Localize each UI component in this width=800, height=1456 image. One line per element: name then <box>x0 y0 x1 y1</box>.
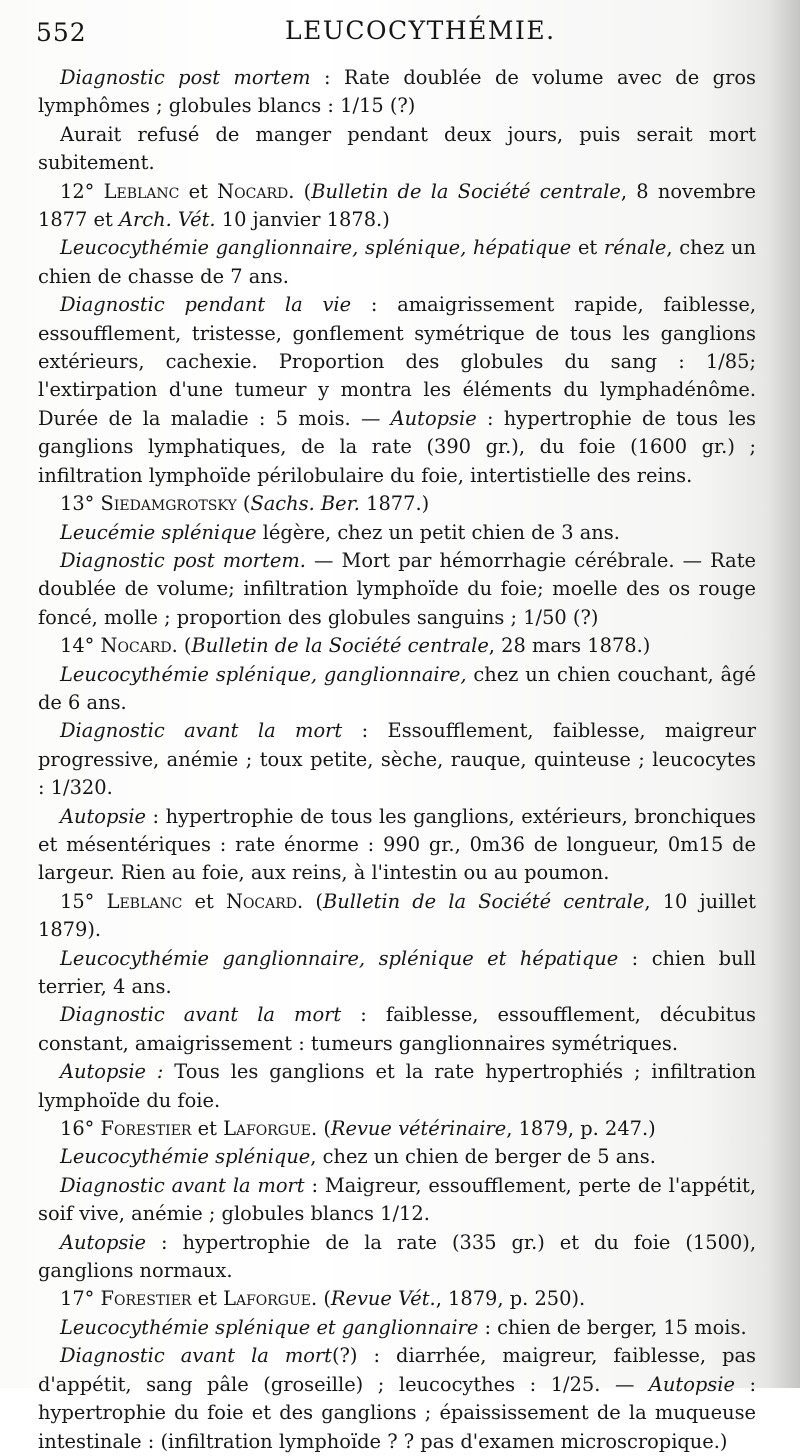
italic-text: rénale <box>603 236 667 260</box>
author-name: Siedamgrotsky <box>100 492 237 516</box>
text-run: et <box>191 1117 224 1141</box>
text-run: et <box>571 236 604 260</box>
text-run: : hypertrophie de la rate (335 gr.) et du foie (1500), ganglions normaux. <box>38 1230 756 1283</box>
italic-text: Autopsie <box>60 804 146 828</box>
italic-text: Leucocythémie ganglionnaire, splénique, hépatique <box>60 236 572 260</box>
text-run: : chien de berger, 15 mois. <box>478 1315 747 1339</box>
italic-text: Autopsie <box>648 1372 735 1396</box>
text-run: 15° <box>60 889 107 913</box>
author-name: Nocard <box>225 889 298 913</box>
paragraph <box>38 1001 756 1058</box>
author-name: Nocard <box>100 634 172 658</box>
text-run: 16° <box>60 1117 101 1141</box>
paragraph <box>38 661 756 718</box>
italic-text: Diagnostic post mortem. <box>60 548 306 572</box>
paragraph <box>38 803 756 888</box>
running-header <box>0 14 800 54</box>
text-run: légère, chez un petit chien de 3 ans. <box>256 520 620 544</box>
text-run: . ( <box>171 634 192 658</box>
author-name: Forestier <box>100 1287 192 1311</box>
text-run: , 10 juillet 1879). <box>38 889 756 942</box>
paragraph <box>38 547 756 632</box>
paragraph <box>38 1229 756 1286</box>
paragraph <box>38 519 756 547</box>
text-run: — Mort par hémorrhagie cérébrale. — Rate doublée de volume; infiltration lymphoïde du foie; moelle des os rouge foncé, molle ; proportion des globules sanguins ; 1/50 (?) <box>38 548 756 629</box>
italic-text: Diagnostic pendant la vie <box>60 293 352 317</box>
text-run: : chien bull terrier, 4 ans. <box>38 946 756 998</box>
paragraph <box>38 1342 756 1456</box>
author-name: Laforgue <box>223 1117 311 1141</box>
paragraph <box>38 121 756 178</box>
text-run: (?) : diarrhée, maigreur, faiblesse, pas d'appétit, sang pâle (groseille) ; leucocythes : 1/25. — <box>38 1344 756 1396</box>
italic-text: Diagnostic avant la mort <box>60 1173 305 1197</box>
italic-text: Arch. Vét. <box>118 208 216 232</box>
case-heading <box>38 1115 756 1143</box>
author-name: Nocard <box>217 179 289 203</box>
text-run: 10 janvier 1878.) <box>215 208 390 232</box>
author-name: Leblanc <box>106 889 183 913</box>
case-heading <box>38 888 756 945</box>
italic-text: Bulletin de la Société centrale <box>322 889 645 913</box>
case-heading <box>38 178 756 235</box>
text-run: : Maigreur, essoufflement, perte de l'appétit, soif vive, anémie ; globules blancs 1/12. <box>38 1173 756 1226</box>
italic-text: Autopsie <box>60 1230 146 1254</box>
text-run: chez un chien couchant, âgé de 6 ans. <box>38 662 756 714</box>
text-run: 1877.) <box>359 492 430 516</box>
italic-text: Leucocythémie splénique et ganglionnaire <box>60 1315 479 1339</box>
text-run: . ( <box>297 889 323 913</box>
text-run: : hypertrophie de tous les ganglions, extérieurs, bronchiques et mésentériques : rate énorme : 990 gr., 0m36 de longueur, 0m15 de largeur. Rien au foie, aux reins, à l'intestin ou au poumon. <box>38 804 756 885</box>
text-run: , chez un chien de chasse de 7 ans. <box>38 236 756 288</box>
text-run: et <box>179 179 218 203</box>
paragraph <box>38 1314 756 1342</box>
italic-text: Leucocythémie splénique <box>60 1145 311 1169</box>
italic-text: Revue vétérinaire <box>330 1117 507 1141</box>
running-title: LEUCOCYTHÉMIE. <box>285 16 556 45</box>
paragraph <box>38 717 756 802</box>
text-run: . ( <box>288 179 312 203</box>
paragraph <box>38 234 756 291</box>
text-run: Tous les ganglions et la rate hypertrophiés ; infiltration lymphoïde du foie. <box>38 1060 756 1112</box>
text-run: 14° <box>60 634 101 658</box>
italic-text: Diagnostic avant la mort <box>60 719 343 743</box>
text-run: , 1879, p. 247.) <box>506 1117 656 1141</box>
italic-text: Revue Vét. <box>330 1287 436 1311</box>
text-run: , 28 mars 1878.) <box>488 634 651 658</box>
text-run: et <box>191 1287 224 1311</box>
italic-text: Autopsie <box>390 406 477 430</box>
author-name: Laforgue <box>223 1287 311 1311</box>
italic-text: Bulletin de la Société centrale <box>311 179 621 203</box>
italic-text: Leucémie splénique <box>60 520 257 544</box>
italic-text: Diagnostic avant la mort <box>60 1003 342 1027</box>
text-run: : hypertrophie du foie et des ganglions ; épaississement de la muqueuse intestinale : (infiltration lymphoïde ? ? pas d'examen microscropique.) <box>38 1372 757 1453</box>
paragraph <box>38 64 756 121</box>
text-run: , chez un chien de berger de 5 ans. <box>310 1145 656 1169</box>
page-number: 552 <box>36 18 87 47</box>
case-heading <box>38 632 756 660</box>
case-heading <box>38 1285 756 1313</box>
body-text <box>38 64 756 1456</box>
text-run: : Essoufflement, faiblesse, maigreur progressive, anémie ; toux petite, sèche, rauque, quinteuse ; leucocytes : 1/320. <box>38 719 756 800</box>
case-heading <box>38 490 756 518</box>
text-run: ( <box>236 492 251 516</box>
italic-text: Diagnostic post mortem <box>60 66 311 89</box>
italic-text: Leucocythémie splénique, ganglionnaire, <box>60 662 467 686</box>
italic-text: Bulletin de la Société centrale <box>191 634 489 658</box>
italic-text: Diagnostic avant la mort <box>60 1344 332 1368</box>
text-run: : hypertrophie de tous les ganglions lymphatiques, de la rate (390 gr.), du foie (1600 gr.) ; infiltration lymphoïde périlobulaire du foie, intertistielle des reins. <box>38 406 756 487</box>
text-run: : amaigrissement rapide, faiblesse, essoufflement, tristesse, gonflement symétrique de tous les ganglions extérieurs, cachexie. Proportion des globules du sang : 1/85; l'extirpation d'une tumeur y montra les éléments du lymphadénôme. Durée de la maladie : 5 mois. — <box>38 293 756 430</box>
text-run: Aurait refusé de manger pendant deux jours, puis serait mort subitement. <box>38 122 756 175</box>
author-name: Forestier <box>100 1117 192 1141</box>
paragraph <box>38 1143 756 1171</box>
text-run: , 1879, p. 250). <box>435 1287 586 1311</box>
paragraph <box>38 291 756 490</box>
paragraph <box>38 1172 756 1229</box>
text-run: : Rate doublée de volume avec de gros lymphômes ; globules blancs : 1/15 (?) <box>38 66 756 118</box>
text-run: , 8 novembre 1877 et <box>38 179 756 232</box>
text-run: 17° <box>60 1287 101 1311</box>
text-run: : faiblesse, essoufflement, décubitus constant, amaigrissement : tumeurs ganglionnaires symétriques. <box>38 1003 757 1055</box>
italic-text: Autopsie : <box>60 1060 164 1084</box>
paragraph <box>38 945 756 1002</box>
italic-text: Sachs. Ber. <box>250 492 360 516</box>
text-run: . ( <box>311 1117 331 1141</box>
author-name: Leblanc <box>103 179 180 203</box>
text-run: et <box>182 889 226 913</box>
italic-text: Leucocythémie ganglionnaire, splénique et hépatique <box>60 946 619 970</box>
text-run: 13° <box>60 492 101 516</box>
paragraph <box>38 1058 756 1115</box>
text-run: 12° <box>60 179 104 203</box>
text-run: . ( <box>311 1287 331 1311</box>
